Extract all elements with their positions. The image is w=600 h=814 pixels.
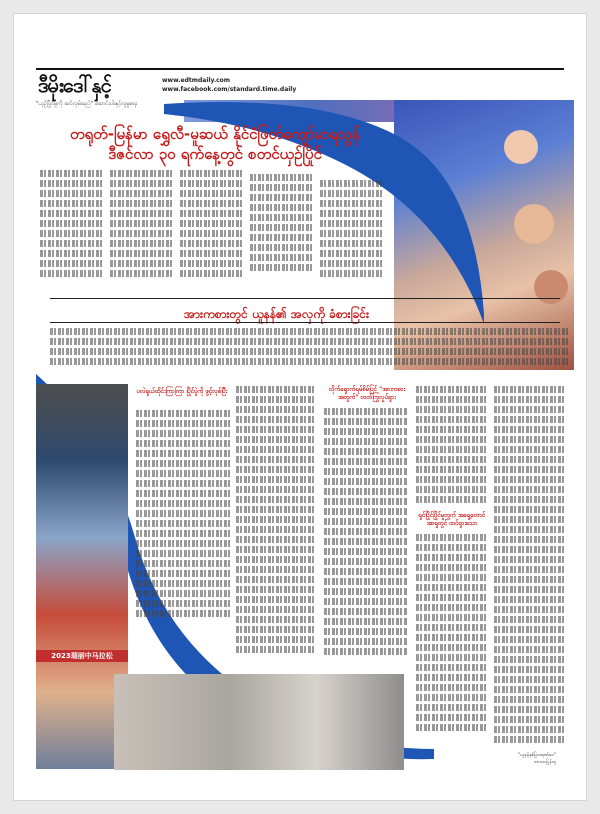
- marathon-start-line-photo: [114, 674, 404, 770]
- newspaper-page: [14, 14, 586, 800]
- body-column-5: [494, 386, 564, 746]
- headline-line-2: ဒီဇင်လာ ၃၀ ရက်နေ့တွင် စတင်ယှဉ်ပြိုင်: [108, 145, 322, 163]
- section-divider-top: [50, 298, 560, 299]
- section-tagline: "ယှဉ်ပြိုင်မှုကို ဆင်လှမ်းမည်" ဆောင်းပါးနှင့်လူမှုရေး: [36, 101, 138, 107]
- article-credit: [456, 752, 556, 766]
- subhead-2: လိုက်ရှောက်ရမ်စိမ်ပြင် "အားကစားအတွက်" တတ်ကြွလှုပ်ရှား: [328, 386, 406, 401]
- headline-line-1: တရုတ်-မြန်မာ ရွှေလီ-မူဆယ် နိုင်ငံဖြတ်ကျော်မာရသွန်: [69, 125, 361, 143]
- newspaper-logo: ဒီမိုးဒေါ်နှင့်: [38, 73, 111, 97]
- section-intro: [50, 328, 570, 368]
- intro-column-2: [110, 170, 174, 278]
- body-column-3: [324, 408, 408, 658]
- subhead-3: ရှင်ပြိုင်ပြိုင်မှုတွက် အရှေ့တောင်အာရှတွင် ထင်ရှားသော: [418, 512, 486, 527]
- marathon-banner: 2023瑞丽中马拉松: [36, 650, 128, 662]
- facebook-url: www.facebook.com/standard.time.daily: [162, 86, 297, 93]
- section-title: အားကစားတွင် ယူနန်၏ အလှကို ခံစားခြင်း: [184, 307, 370, 321]
- website-url: www.edtmdaily.com: [162, 77, 231, 84]
- credit-translator: ဘာသာပြန်သူ: [533, 760, 556, 765]
- intro-column-3: [180, 170, 244, 278]
- body-column-4b: [416, 534, 488, 734]
- credit-source: "ယူနန်နှစ်ပြားထုတ်ဝေ": [517, 753, 556, 758]
- intro-column-1: [40, 170, 104, 278]
- section-divider-bottom: [50, 322, 560, 323]
- subhead-1: ပလဲရှယ်ထိုင်းကြာကြာ ပြိုင်ပွဲကို ဖွင့်လှစ်ပြီး: [136, 388, 228, 395]
- intro-column-4: [250, 174, 314, 278]
- body-column-1: [136, 410, 230, 620]
- intro-column-5: [320, 180, 384, 278]
- main-headline: [50, 124, 380, 164]
- body-column-2: [236, 386, 316, 656]
